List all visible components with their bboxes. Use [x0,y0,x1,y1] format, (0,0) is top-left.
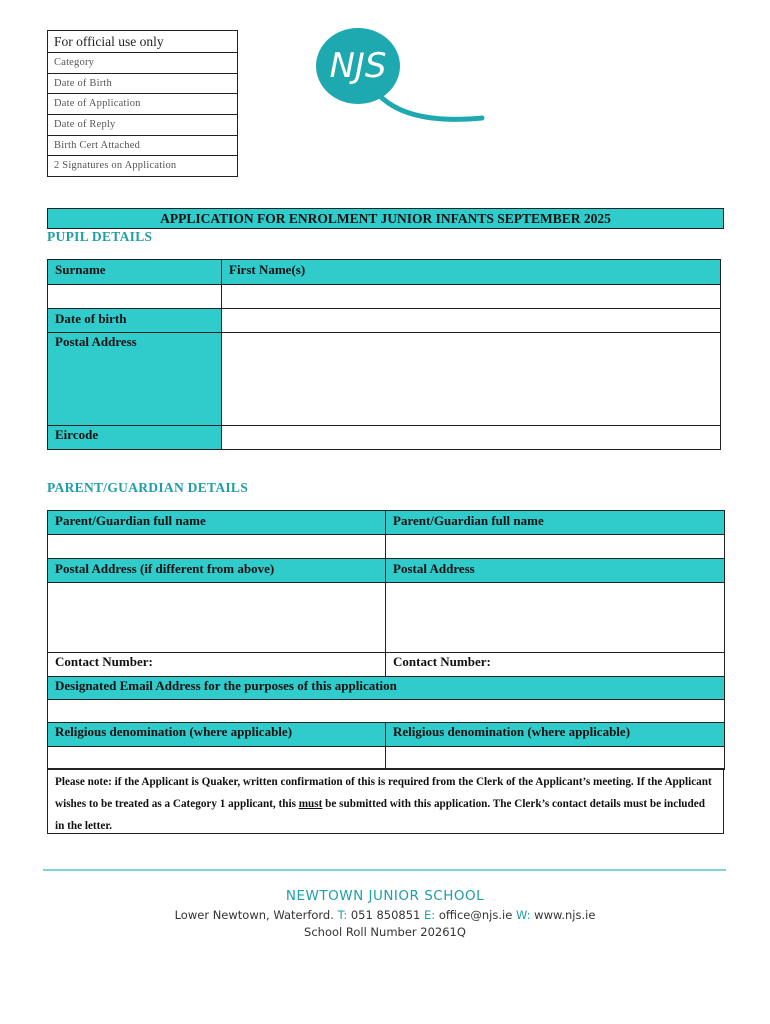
logo-text: NJS [329,46,387,86]
pupil-details-table [47,259,721,450]
note-text-1: Please note: if the Applicant is Quaker, written confirmation of this is required from the Clerk of the Applicant’s meeting. If the Applicant wishes to be treated as a Category 1 applicant, this [55,776,712,810]
quaker-note [47,768,724,834]
parent1-religion-label: Religious denomination (where applicable) [48,723,386,747]
email-field[interactable] [48,700,725,723]
parent1-name-field[interactable] [48,535,386,559]
parent2-contact-label[interactable]: Contact Number: [386,653,725,677]
official-row-birth-cert: Birth Cert Attached [48,135,237,156]
footer-email[interactable]: office@njs.ie [438,908,513,922]
footer-school-name: NEWTOWN JUNIOR SCHOOL [285,888,485,904]
official-row-category: Category [48,52,237,73]
school-logo [300,22,490,128]
eircode-label: Eircode [48,426,222,450]
parent2-address-field[interactable] [386,583,725,653]
official-row-dob: Date of Birth [48,73,237,94]
dob-field[interactable] [222,309,721,333]
parent2-name-label: Parent/Guardian full name [386,511,725,535]
footer-web[interactable]: www.njs.ie [534,908,596,922]
form-title: APPLICATION FOR ENROLMENT JUNIOR INFANTS SEPTEMBER 2025 [47,208,724,229]
note-text-2: be submitted with this application. The Clerk’s contact details must be included in the letter. [55,798,705,832]
parent-details-table [47,510,725,770]
official-use-box [47,30,238,177]
parent1-address-field[interactable] [48,583,386,653]
official-row-date-application: Date of Application [48,93,237,114]
footer-address: Lower Newtown, Waterford. [174,908,334,922]
first-names-label: First Name(s) [222,260,721,285]
postal-address-field[interactable] [222,333,721,426]
eircode-field[interactable] [222,426,721,450]
official-use-title: For official use only [54,34,164,49]
footer-divider [43,869,726,871]
parent1-name-label: Parent/Guardian full name [48,511,386,535]
note-emphasis: must [298,798,323,810]
parent2-address-label: Postal Address [386,559,725,583]
footer-web-label: W: [515,908,531,922]
surname-label: Surname [48,260,222,285]
surname-field[interactable] [48,285,222,309]
footer-phone-label: T: [337,908,348,922]
dob-label: Date of birth [48,309,222,333]
footer-email-label: E: [424,908,436,922]
parent1-religion-field[interactable] [48,747,386,770]
footer-contact-line [0,908,770,922]
parent-details-heading: PARENT/GUARDIAN DETAILS [47,480,249,495]
footer-phone: 051 850851 [350,908,421,922]
parent1-address-label: Postal Address (if different from above) [48,559,386,583]
official-row-signatures: 2 Signatures on Application [48,155,237,176]
official-row-date-reply: Date of Reply [48,114,237,135]
parent1-contact-label[interactable]: Contact Number: [48,653,386,677]
postal-address-label: Postal Address [48,333,222,426]
parent2-religion-field[interactable] [386,747,725,770]
footer-roll-number: School Roll Number 20261Q [304,925,466,939]
parent2-religion-label: Religious denomination (where applicable) [386,723,725,747]
email-label: Designated Email Address for the purposes of this application [48,677,725,700]
parent2-name-field[interactable] [386,535,725,559]
pupil-details-heading: PUPIL DETAILS [47,229,153,244]
first-names-field[interactable] [222,285,721,309]
